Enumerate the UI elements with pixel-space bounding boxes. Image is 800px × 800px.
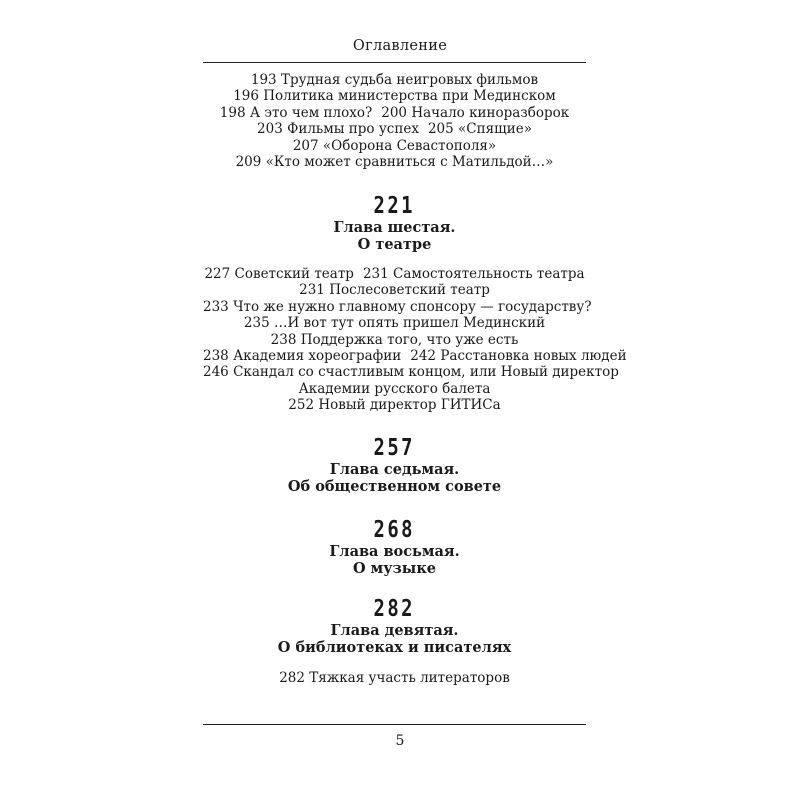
footer-rule [203, 724, 586, 725]
toc-page: 238 [270, 331, 297, 348]
chapter-subtitle: Об общественном совете [287, 478, 502, 495]
toc-page: 252 [288, 397, 315, 414]
toc-page: 205 [427, 121, 454, 138]
toc-entry[interactable] [251, 72, 538, 88]
toc-entry[interactable] [299, 282, 490, 298]
toc-entry[interactable] [203, 299, 592, 315]
toc-line [203, 154, 586, 170]
chapter-7-heading[interactable] [203, 436, 586, 495]
toc-page: 231 [299, 282, 325, 299]
toc-entry[interactable] [244, 315, 545, 331]
chapter-subtitle: О музыке [352, 560, 437, 577]
toc-title: «Кто может сравниться с Матильдой…» [265, 154, 554, 171]
toc-line [203, 266, 586, 282]
toc-title: Что же нужно главному спонсору — государству? [233, 298, 592, 315]
toc-title: Трудная судьба неигровых фильмов [280, 72, 539, 88]
toc-entry[interactable] [410, 348, 626, 364]
toc-page: 207 [292, 137, 319, 154]
chapter-9-heading[interactable] [203, 597, 586, 656]
chapter-subtitle: О библиотеках и писателях [277, 639, 512, 656]
entries-block-1 [203, 72, 586, 170]
chapter-page-number: 257 [373, 435, 416, 461]
toc-entry[interactable] [220, 105, 372, 121]
toc-page: 238 [203, 348, 229, 365]
toc-page: 242 [410, 348, 437, 365]
toc-page: 235 [243, 315, 270, 332]
toc-page: 246 [203, 364, 229, 381]
toc-entry[interactable] [363, 266, 585, 282]
toc-entry[interactable] [288, 397, 500, 413]
chapter-6-heading[interactable] [203, 194, 586, 253]
entries-chapter-9 [203, 670, 586, 686]
chapter-page-number: 221 [373, 193, 416, 219]
toc-page: 203 [257, 121, 283, 138]
page-number: 5 [395, 733, 405, 749]
toc-line [203, 315, 586, 331]
toc-line [203, 88, 586, 104]
toc-title: …И вот тут опять пришел Мединский [273, 315, 546, 332]
chapter-8-heading[interactable] [203, 518, 586, 577]
entries-chapter-6 [203, 266, 627, 414]
toc-title: Скандал со счастливым концом, или Новый директор [233, 364, 619, 381]
toc-line [203, 381, 586, 397]
toc-line [203, 105, 586, 121]
toc-entry[interactable] [203, 348, 401, 364]
toc-line [203, 397, 586, 413]
toc-title: «Оборона Севастополя» [322, 137, 497, 154]
toc-page: 233 [203, 298, 229, 315]
chapter-title: Глава шестая. [333, 219, 456, 236]
toc-title: Фильмы про успех [287, 121, 419, 138]
header-rule [203, 62, 586, 63]
toc-entry[interactable] [428, 121, 532, 137]
toc-page: 231 [362, 266, 389, 282]
toc-title: Советский театр [234, 266, 354, 282]
chapter-page-number: 282 [373, 596, 416, 622]
toc-page: 282 [279, 670, 305, 686]
toc-line [203, 670, 586, 686]
toc-entry[interactable] [203, 364, 619, 380]
toc-title: А это чем плохо? [249, 104, 373, 121]
toc-title: Академия хореографии [233, 348, 402, 365]
toc-entry[interactable] [279, 670, 510, 686]
toc-title: Послесоветский театр [329, 282, 490, 299]
toc-entry[interactable] [381, 105, 569, 121]
toc-title: Расстановка новых людей [440, 348, 627, 365]
toc-page: 196 [233, 88, 259, 105]
chapter-title: Глава седьмая. [329, 461, 460, 478]
toc-line [203, 298, 592, 315]
toc-title: Начало киноразборок [411, 104, 570, 121]
toc-line [203, 282, 586, 298]
toc-line [203, 348, 627, 365]
toc-page: 193 [250, 72, 277, 88]
toc-title: Самостоятельность театра [393, 266, 585, 282]
toc-entry[interactable] [236, 154, 554, 170]
toc-entry[interactable] [204, 266, 354, 282]
toc-entry[interactable] [233, 88, 556, 104]
toc-line [203, 121, 586, 137]
toc-page: 200 [381, 104, 408, 121]
toc-entry-continuation[interactable] [299, 381, 491, 397]
toc-line [203, 364, 619, 381]
toc-line [203, 332, 586, 348]
running-head: Оглавление [352, 38, 448, 54]
toc-page: 198 [219, 104, 246, 121]
toc-title: «Спящие» [458, 121, 532, 138]
toc-entry[interactable] [257, 121, 419, 137]
toc-page: 227 [204, 266, 231, 282]
toc-title: Новый директор ГИТИСа [318, 397, 501, 414]
chapter-title: Глава восьмая. [329, 543, 460, 560]
toc-line [203, 72, 586, 88]
toc-title: Поддержка того, что уже есть [300, 331, 519, 348]
toc-line [203, 138, 586, 154]
toc-title: Академии русского балета [298, 380, 491, 397]
toc-title: Политика министерства при Мединском [263, 88, 556, 105]
toc-entry[interactable] [271, 332, 519, 348]
chapter-subtitle: О театре [357, 236, 432, 253]
toc-entry[interactable] [293, 138, 496, 154]
chapter-page-number: 268 [373, 517, 416, 543]
chapter-title: Глава девятая. [330, 622, 459, 639]
toc-title: Тяжкая участь литераторов [309, 670, 510, 686]
toc-page: 209 [235, 154, 262, 171]
